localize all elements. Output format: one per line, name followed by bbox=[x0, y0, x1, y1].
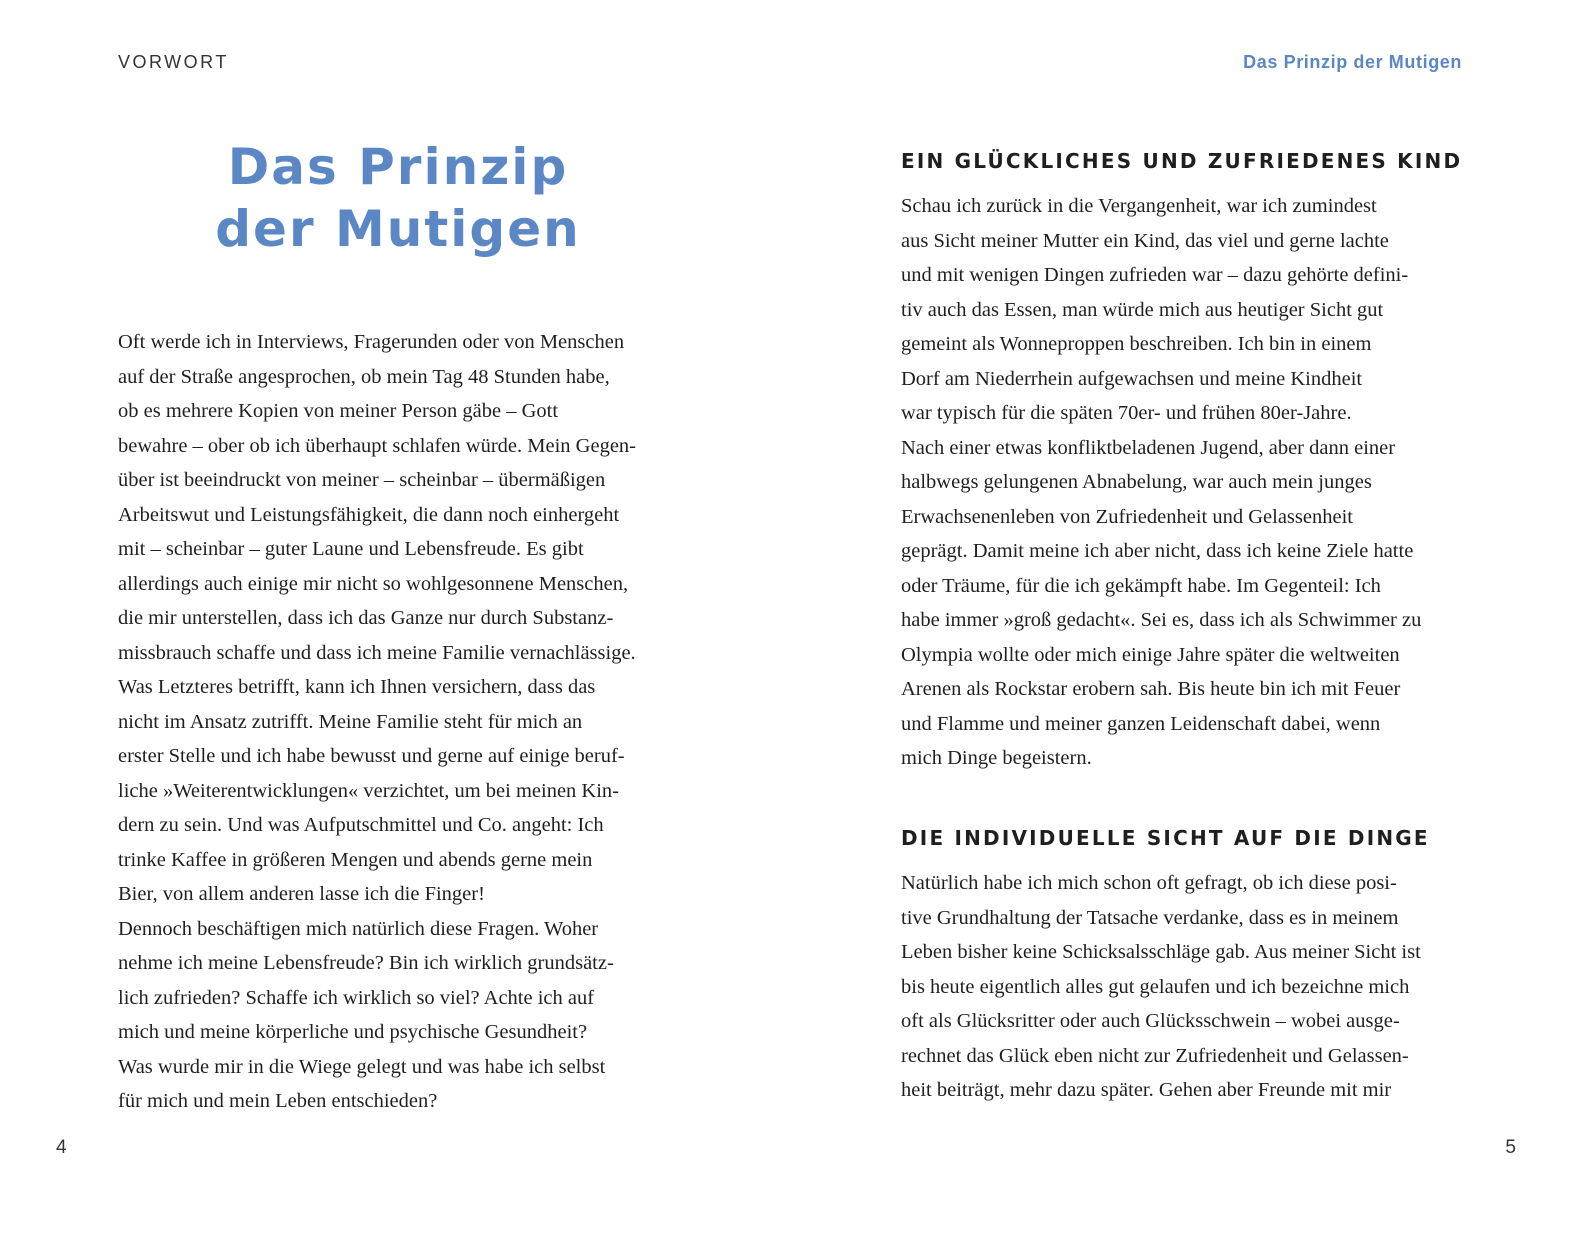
text-line: gemeint als Wonneproppen beschreiben. Ich bin in einem bbox=[901, 333, 1372, 355]
text-line: lich zufrieden? Schaffe ich wirklich so viel? Achte ich auf bbox=[118, 986, 595, 1009]
text-line: über ist beeindruckt von meiner – scheinbar – übermäßigen bbox=[118, 469, 606, 491]
chapter-title bbox=[118, 136, 678, 260]
text-line: Was Letzteres betrifft, kann ich Ihnen versichern, dass das bbox=[118, 676, 596, 698]
text-line: bis heute eigentlich alles gut gelaufen und ich bezeichne mich bbox=[901, 975, 1410, 998]
chapter-title-line-2: der Mutigen bbox=[215, 200, 581, 258]
text-line: für mich und mein Leben entschieden? bbox=[118, 1090, 438, 1112]
text-line: Schau ich zurück in die Vergangenheit, war ich zumindest bbox=[901, 195, 1377, 217]
text-line: Nach einer etwas konfliktbeladenen Jugend, aber dann einer bbox=[901, 436, 1396, 459]
text-line: allerdings auch einige mir nicht so wohlgesonnene Menschen, bbox=[118, 572, 629, 595]
text-line: nicht im Ansatz zutrifft. Meine Familie steht für mich an bbox=[118, 710, 583, 733]
text-line: rechnet das Glück eben nicht zur Zufriedenheit und Gelassen- bbox=[901, 1044, 1409, 1067]
page-number-right: 5 bbox=[1505, 1137, 1516, 1158]
text-line: ob es mehrere Kopien von meiner Person gäbe – Gott bbox=[118, 400, 559, 422]
section-body-happy-child bbox=[901, 189, 1471, 776]
text-line: dern zu sein. Und was Aufputschmittel und Co. angeht: Ich bbox=[118, 814, 604, 836]
text-line: aus Sicht meiner Mutter ein Kind, das viel und gerne lachte bbox=[901, 229, 1389, 252]
text-line: tive Grundhaltung der Tatsache verdanke, dass es in meinem bbox=[901, 906, 1399, 929]
text-line: missbrauch schaffe und dass ich meine Familie vernachlässige. bbox=[118, 641, 636, 664]
right-page bbox=[797, 0, 1594, 1240]
text-line: Bier, von allem anderen lasse ich die Finger! bbox=[118, 883, 485, 905]
text-line: oder Träume, für die ich gekämpft habe. Im Gegenteil: Ich bbox=[901, 574, 1381, 597]
section-heading-happy-child: EIN GLÜCKLICHES UND ZUFRIEDENES KIND bbox=[901, 149, 1463, 173]
text-line: oft als Glücksritter oder auch Glücksschwein – wobei ausge- bbox=[901, 1010, 1400, 1032]
text-line: Erwachsenenleben von Zufriedenheit und Gelassenheit bbox=[901, 505, 1353, 528]
text-line: mit – scheinbar – guter Laune und Lebensfreude. Es gibt bbox=[118, 538, 584, 560]
text-line: nehme ich meine Lebensfreude? Bin ich wirklich grundsätz- bbox=[118, 952, 614, 974]
text-line: heit beiträgt, mehr dazu später. Gehen aber Freunde mit mir bbox=[901, 1079, 1392, 1101]
text-line: die mir unterstellen, dass ich das Ganze nur durch Substanz- bbox=[118, 607, 614, 629]
text-line: tiv auch das Essen, man würde mich aus heutiger Sicht gut bbox=[901, 298, 1384, 321]
text-line: mich Dinge begeistern. bbox=[901, 747, 1092, 769]
page-number-left: 4 bbox=[56, 1137, 67, 1158]
text-line: Leben bisher keine Schicksalsschläge gab. Aus meiner Sicht ist bbox=[901, 941, 1421, 963]
text-line: und Flamme und meiner ganzen Leidenschaft dabei, wenn bbox=[901, 712, 1381, 735]
running-head-left: VORWORT bbox=[118, 52, 229, 72]
text-line: bewahre – ober ob ich überhaupt schlafen würde. Mein Gegen- bbox=[118, 434, 636, 457]
section-heading-individual-view: DIE INDIVIDUELLE SICHT AUF DIE DINGE bbox=[901, 826, 1430, 850]
text-line: liche »Weiterentwicklungen« verzichtet, um bei meinen Kin- bbox=[118, 779, 619, 802]
text-line: mich und meine körperliche und psychische Gesundheit? bbox=[118, 1021, 588, 1043]
intro-paragraph bbox=[118, 325, 688, 1119]
text-line: Oft werde ich in Interviews, Fragerunden oder von Menschen bbox=[118, 331, 625, 353]
chapter-title-line-1: Das Prinzip bbox=[227, 138, 569, 196]
text-line: Dorf am Niederrhein aufgewachsen und meine Kindheit bbox=[901, 367, 1363, 390]
text-line: erster Stelle und ich habe bewusst und gerne auf einige beruf- bbox=[118, 745, 625, 767]
text-line: habe immer »groß gedacht«. Sei es, dass ich als Schwimmer zu bbox=[901, 609, 1422, 631]
text-line: Natürlich habe ich mich schon oft gefragt, ob ich diese posi- bbox=[901, 872, 1397, 894]
text-line: Arbeitswut und Leistungsfähigkeit, die dann noch einhergeht bbox=[118, 503, 620, 526]
section-body-individual-view bbox=[901, 866, 1471, 1108]
running-head-right: Das Prinzip der Mutigen bbox=[1243, 52, 1462, 72]
text-line: Dennoch beschäftigen mich natürlich diese Fragen. Woher bbox=[118, 917, 599, 940]
text-line: auf der Straße angesprochen, ob mein Tag 48 Stunden habe, bbox=[118, 365, 610, 388]
text-line: Was wurde mir in die Wiege gelegt und was habe ich selbst bbox=[118, 1055, 606, 1078]
text-line: und mit wenigen Dingen zufrieden war – dazu gehörte defini- bbox=[901, 264, 1409, 286]
text-line: Olympia wollte oder mich einige Jahre später die weltweiten bbox=[901, 643, 1400, 666]
text-line: halbwegs gelungenen Abnabelung, war auch mein junges bbox=[901, 471, 1372, 493]
text-line: war typisch für die späten 70er- und frühen 80er-Jahre. bbox=[901, 402, 1352, 424]
text-line: geprägt. Damit meine ich aber nicht, dass ich keine Ziele hatte bbox=[901, 540, 1414, 562]
text-line: Arenen als Rockstar erobern sah. Bis heute bin ich mit Feuer bbox=[901, 678, 1401, 700]
text-line: trinke Kaffee in größeren Mengen und abends gerne mein bbox=[118, 848, 593, 871]
